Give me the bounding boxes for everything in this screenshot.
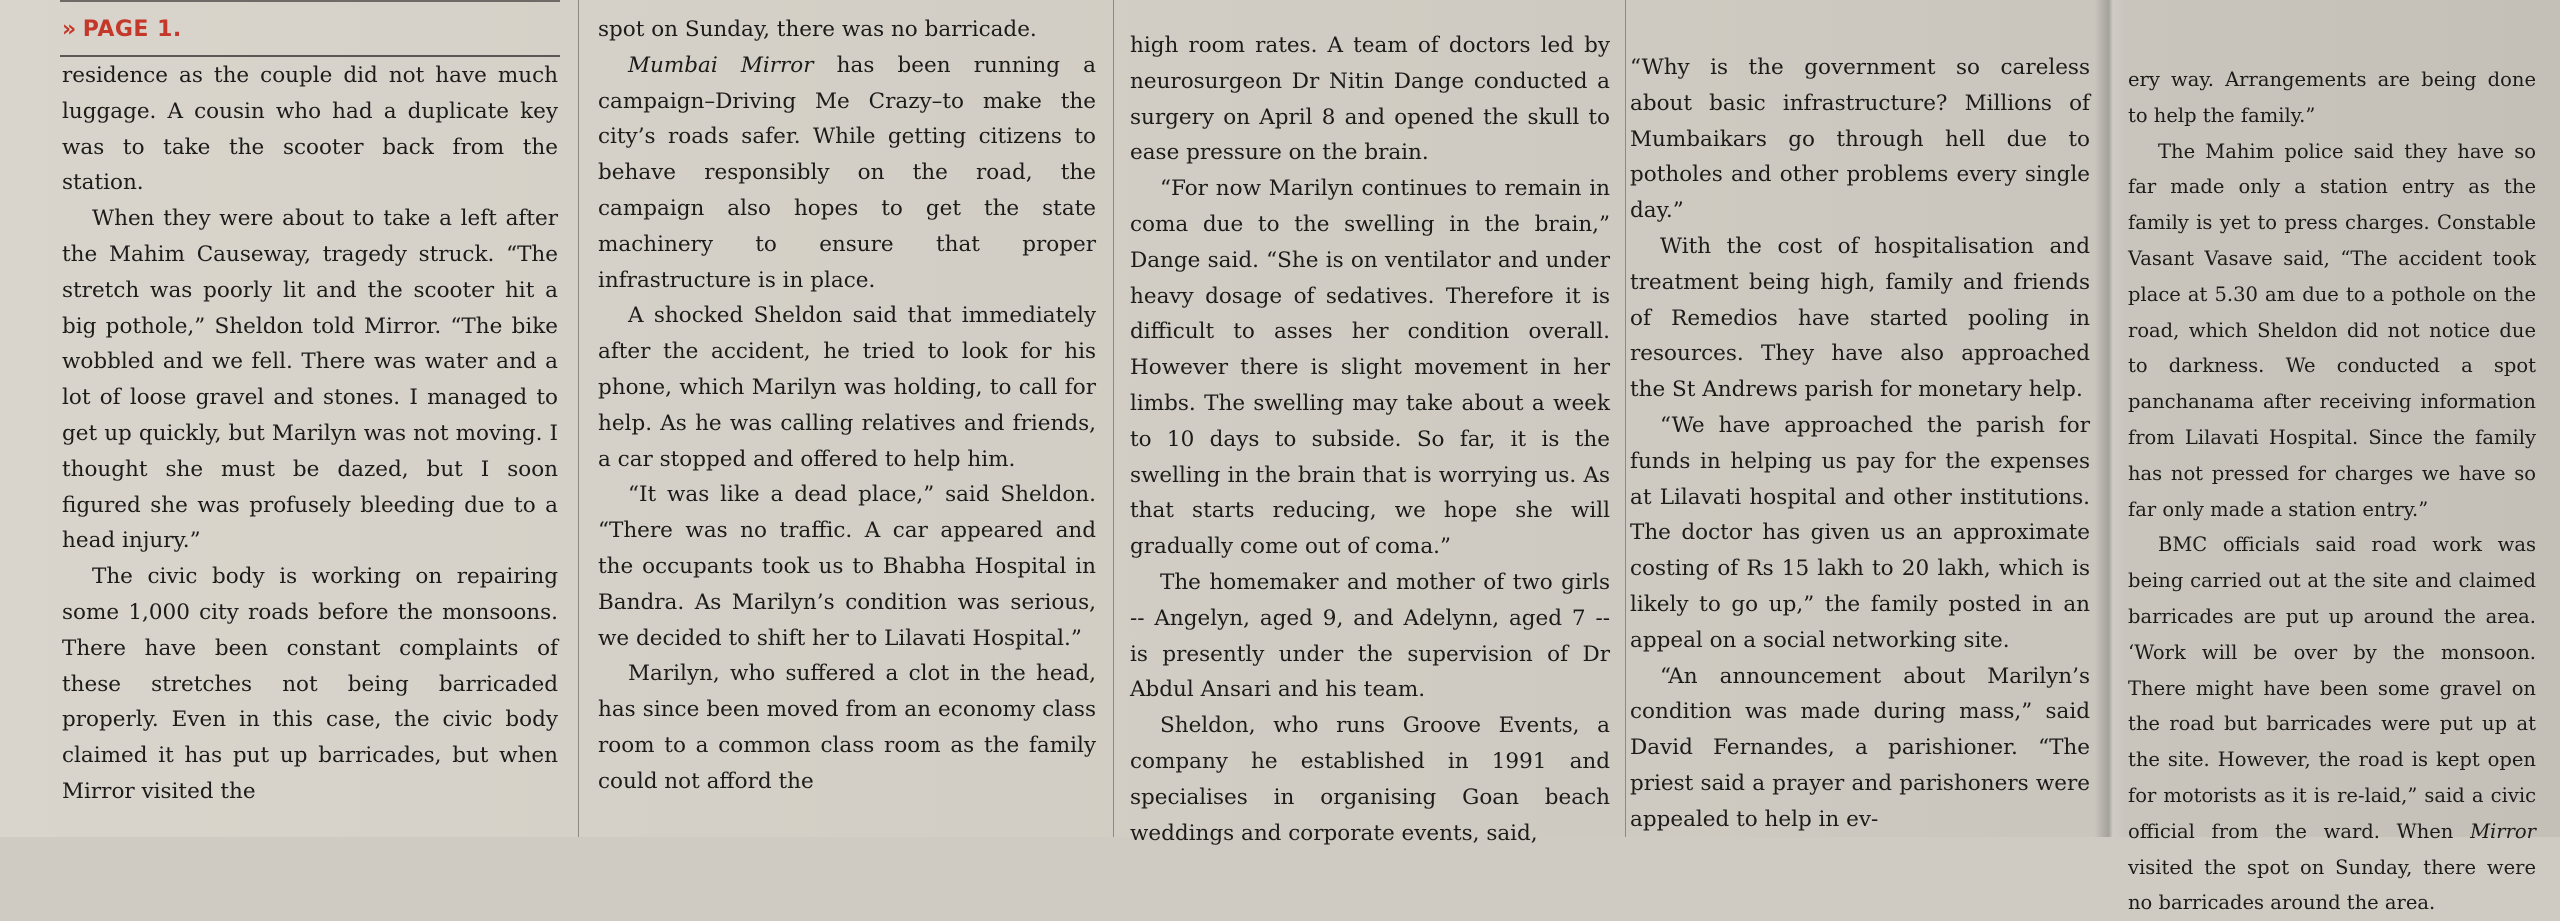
paragraph: [2128, 527, 2536, 921]
paragraph: A shocked Sheldon said that immediately after the accident, he tried to look for his phone, which Marilyn was holding, to call for help. As he was calling relatives and friends, a car stopped and offered to help him.: [598, 303, 1096, 472]
paragraph: When they were about to take a left after the Mahim Causeway, tragedy struck. “The stretch was poorly lit and the scooter hit a big pothole,” Sheldon told Mirror. “The bike wobbled and we fell. There was water and a lot of loose gravel and stones. I managed to get up quickly, but Marilyn was not moving. I thought she must be dazed, but I soon figured she was profusely bleeding due to a head injury.”: [62, 206, 558, 554]
paragraph: “Why is the government so careless about basic infrastructure? Millions of Mumbaikars go through hell due to potholes and other problems every single day.”: [1630, 55, 2090, 224]
column-5: [2128, 0, 2536, 915]
paragraph: ery way. Arrangements are being done to help the family.”: [2128, 68, 2536, 127]
paragraph-text: has been running a campaign–Driving Me Crazy–to make the city’s roads safer. While getting citizens to behave responsibly on the road, the campaign also hopes to get the state machinery to ensure that proper infrastructure is in place.: [598, 52, 1096, 293]
paragraph: “We have approached the parish for funds in helping us pay for the expenses at Lilavati hospital and other institutions. The doctor has given us an approximate costing of Rs 15 lakh to 20 lakh, which is likely to go up,” the family posted in an appeal on a social networking site.: [1630, 412, 2090, 653]
paragraph: The Mahim police said they have so far made only a station entry as the family is yet to press charges. Constable Vasant Vasave said, “The accident took place at 5.30 am due to a pothole on the road, which Sheldon did not notice due to darkness. We conducted a spot panchanama after receiving information from Lilavati Hospital. Since the family has not pressed for charges we have so far only made a station entry.”: [2128, 139, 2536, 521]
paragraph-text: BMC officials said road work was being carried out at the site and claimed barricades are put up around the area. ‘Work will be over by the monsoon. There might have been some gravel on the road but barricades were put up at the site. However, the road is kept open for motorists as it is re-laid,” said a civic official from the ward. When: [2128, 533, 2536, 843]
paragraph: With the cost of hospitalisation and treatment being high, family and friends of Remedios have started pooling in resources. They have also approached the St Andrews parish for monetary help.: [1630, 233, 2090, 403]
paragraph: The civic body is working on repairing some 1,000 city roads before the monsoons. There have been constant complaints of these stretches not being barricaded properly. Even in this case, the civic body claimed it has put up barricades, but when Mirror visited the: [62, 564, 558, 804]
column-4: [1630, 0, 2090, 887]
paragraph-text: visited the spot on Sunday, there were no barricades around the area.: [2128, 855, 2536, 915]
column-3: [1130, 0, 1610, 865]
chevron-icon: »: [62, 17, 77, 42]
paragraph: high room rates. A team of doctors led by neurosurgeon Dr Nitin Dange conducted a surgery on April 8 and opened the skull to ease pressure on the brain.: [1130, 33, 1610, 166]
paragraph: “For now Marilyn continues to remain in coma due to the swelling in the brain,” Dange said. “She is on ventilator and under heavy dosage of sedatives. Therefore it is difficult to asses her condition overall. However there is slight movement in her limbs. The swelling may take about a week to 10 days to subside. So far, it is the swelling in the brain that is worrying us. As that starts reducing, we hope she will gradually come out of coma.”: [1130, 176, 1610, 560]
page-fold: [2095, 0, 2125, 837]
paragraph: Marilyn, who suffered a clot in the head, has since been moved from an economy class room to a common class room as the family could not afford the: [598, 661, 1096, 794]
page-label-row: [62, 0, 558, 58]
column-divider: [578, 0, 579, 837]
paragraph: The homemaker and mother of two girls -- Angelyn, aged 9, and Adelynn, aged 7 -- is presently under the supervision of Dr Abdul Ansari and his team.: [1130, 569, 1610, 703]
publication-name: Mirror: [2470, 819, 2536, 843]
page-label: [62, 0, 182, 60]
paragraph: residence as the couple did not have much luggage. A cousin who had a duplicate key was to take the scooter back from the station.: [62, 63, 558, 196]
paragraph: “An announcement about Marilyn’s condition was made during mass,” said David Fernandes, a parishioner. “The priest said a prayer and parishoners were appealed to help in ev-: [1630, 663, 2090, 832]
paragraph: “It was like a dead place,” said Sheldon. “There was no traffic. A car appeared and the occupants took us to Bhabha Hospital in Bandra. As Marilyn’s condition was serious, we decided to shift her to Lilavati Hospital.”: [598, 482, 1096, 651]
column-divider: [1625, 0, 1626, 837]
page-label-text: PAGE 1.: [82, 17, 182, 42]
paragraph: Sheldon, who runs Groove Events, a company he established in 1991 and specialises in organising Goan beach weddings and corporate events, said,: [1130, 713, 1610, 846]
paragraph: [598, 48, 1096, 299]
column-2: [598, 0, 1096, 849]
column-1: [62, 0, 558, 837]
paragraph: spot on Sunday, there was no barricade.: [598, 17, 1037, 42]
publication-name: Mumbai Mirror: [628, 52, 814, 78]
column-divider: [1113, 0, 1114, 837]
